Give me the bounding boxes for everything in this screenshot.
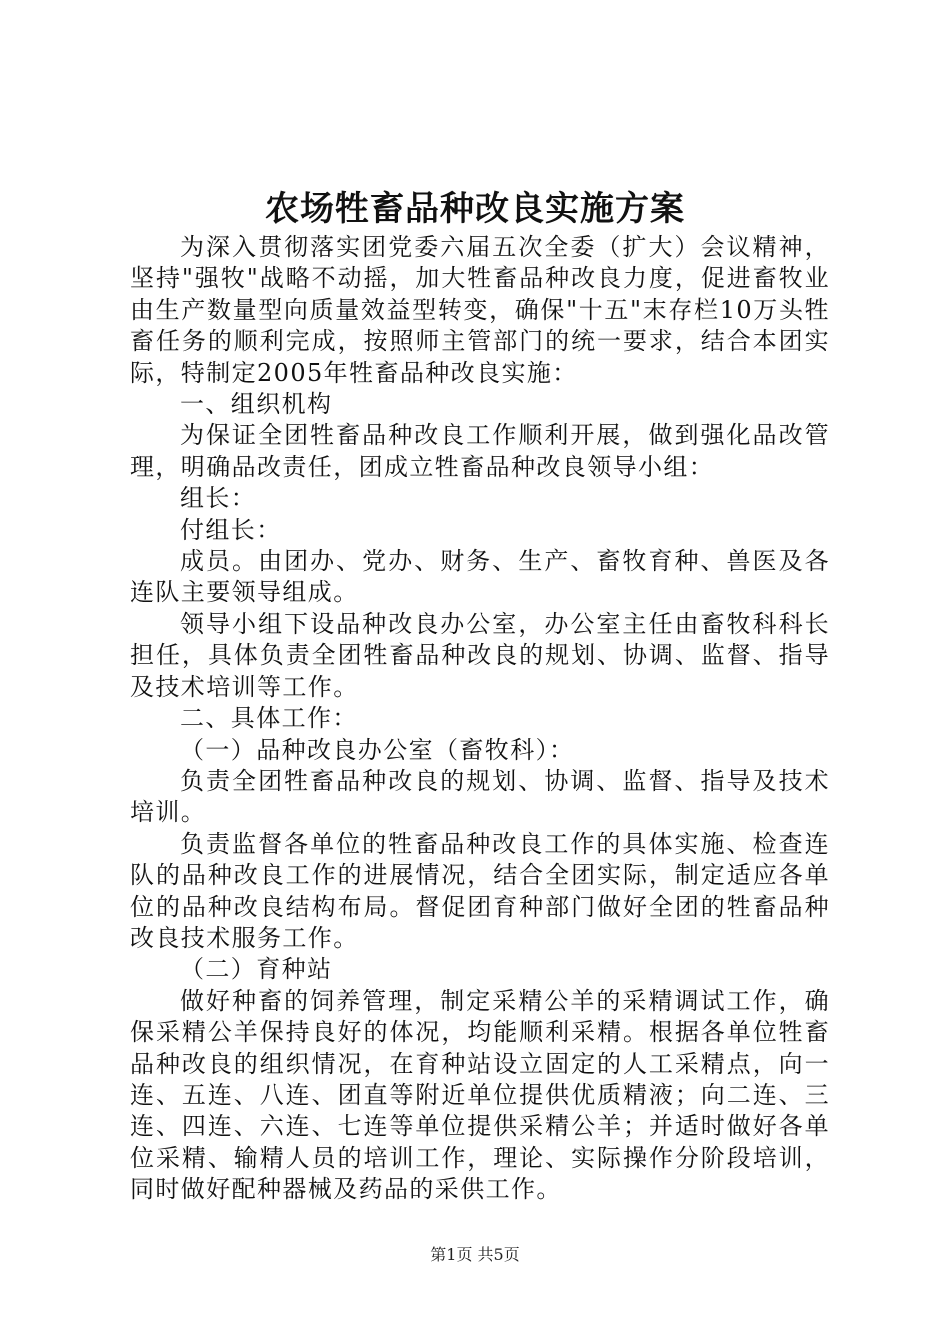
subsection-heading-office: （一）品种改良办公室（畜牧科）： bbox=[180, 735, 575, 764]
paragraph-breeding-station: 做好种畜的饲养管理，制定采精公羊的采精调试工作，确保采精公羊保持良好的体况，均能顺利采精。根据各单位牲畜品种改良的组织情况，在育种站设立固定的人工采精点，向一连、五连、八连、团直等附近单位提供优质精液；向二连、三连、四连、六连、七连等单位提供采精公羊；并适时做好各单位采精、输精人员的培训工作，理论、实际操作分阶段培训，同时做好配种器械及药品的采供工作。 bbox=[130, 986, 830, 1204]
paragraph-office-duty-2: 负责监督各单位的牲畜品种改良工作的具体实施、检查连队的品种改良工作的进展情况，结合全团实际，制定适应各单位的品种改良结构布局。督促团育种部门做好全团的牲畜品种改良技术服务工作。 bbox=[130, 829, 830, 952]
paragraph-office: 领导小组下设品种改良办公室，办公室主任由畜牧科科长担任，具体负责全团牲畜品种改良的规划、协调、监督、指导及技术培训等工作。 bbox=[130, 609, 830, 701]
paragraph-intro: 为深入贯彻落实团党委六届五次全委（扩大）会议精神，坚持"强牧"战略不动摇，加大牲畜品种改良力度，促进畜牧业由生产数量型向质量效益型转变，确保"十五"末存栏10万头牲畜任务的顺利完成，按照师主管部门的统一要求，结合本团实际，特制定2005年牲畜品种改良实施： bbox=[130, 233, 830, 387]
page-title: 农场牲畜品种改良实施方案 bbox=[265, 189, 685, 229]
paragraph-leader: 组长： bbox=[180, 484, 257, 513]
subsection-heading-breeding-station: （二）育种站 bbox=[180, 955, 333, 984]
document-body bbox=[130, 232, 830, 1206]
paragraph-organization: 为保证全团牲畜品种改良工作顺利开展，做到强化品改管理，明确品改责任，团成立牲畜品种改良领导小组： bbox=[130, 421, 830, 481]
paragraph-members: 成员。由团办、党办、财务、生产、畜牧育种、兽医及各连队主要领导组成。 bbox=[130, 547, 830, 607]
paragraph-deputy-leader: 付组长： bbox=[180, 515, 282, 544]
section-heading-tasks: 二、具体工作： bbox=[180, 704, 358, 733]
paragraph-office-duty-1: 负责全团牲畜品种改良的规划、协调、监督、指导及技术培训。 bbox=[130, 766, 830, 827]
section-heading-organization: 一、组织机构 bbox=[180, 390, 333, 419]
page-number-footer: 第1页 共5页 bbox=[430, 1245, 520, 1264]
